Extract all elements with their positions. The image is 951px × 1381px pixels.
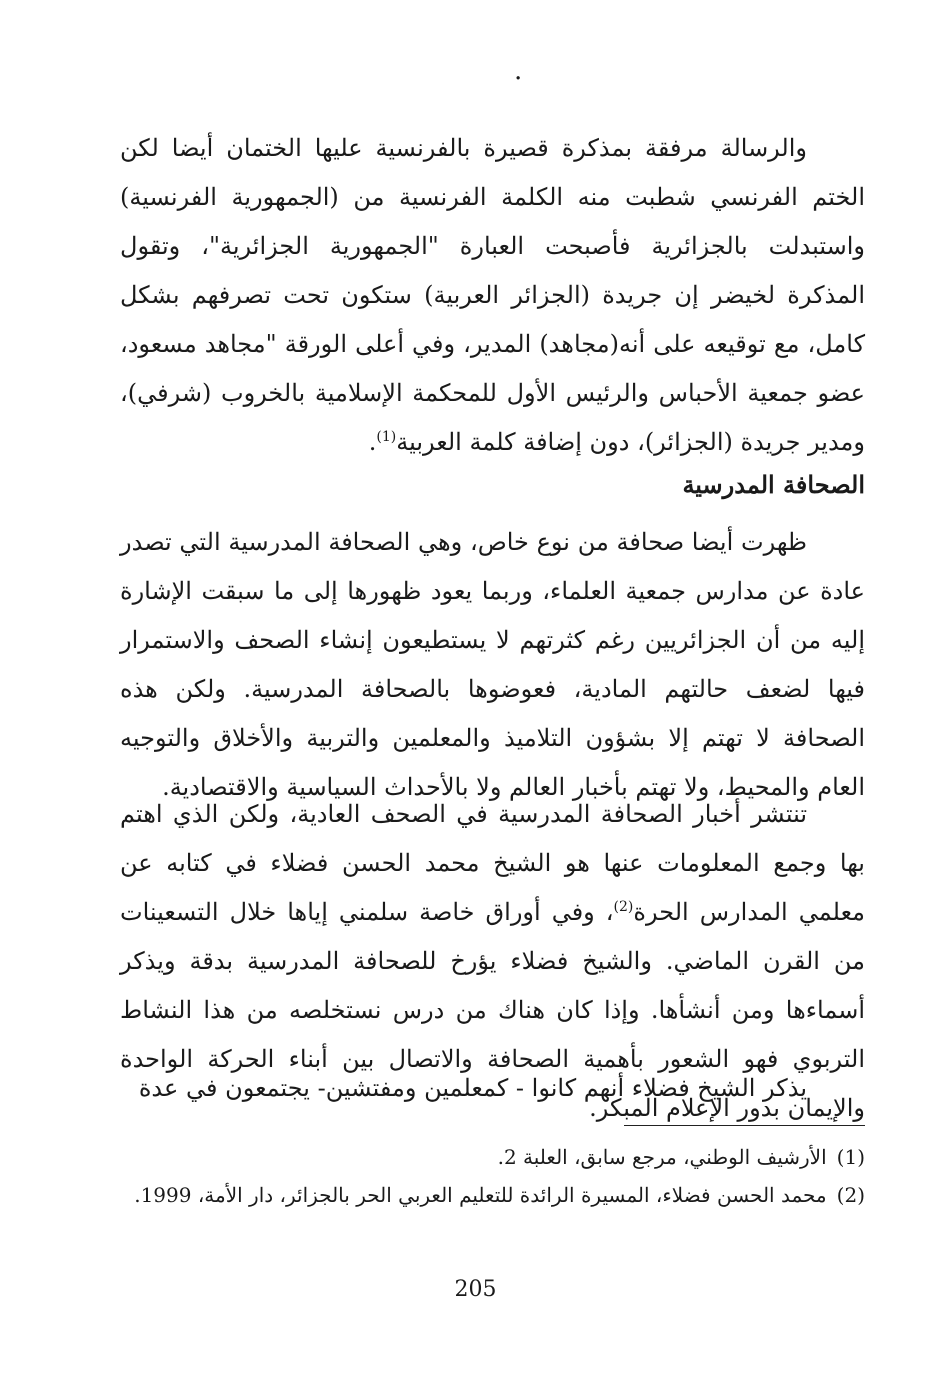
footnote-reference-1: (1) [376,429,397,445]
footnote-divider [624,1125,865,1126]
stray-mark: . [514,56,523,86]
paragraph-sheikh-fudala: يذكر الشيخ فضلاء أنهم كانوا - كمعلمين ومفتشين- يجتمعون في عدة [138,1074,807,1102]
paragraph-text: والرسالة مرفقة بمذكرة قصيرة بالفرنسية عليها الختمان أيضا لكن الختم الفرنسي شطبت منه الكلمة الفرنسية من (الجمهورية الفرنسية) واستبدلت بالجزائرية فأصبحت العبارة "الجمهورية الجزائرية"، وتقول المذكرة لخيضر إن جريدة (الجزائر العربية) ستكون تحت تصرفهم بشكل كامل، مع توقيعه على أنه(مجاهد) المدير، وفي أعلى الورقة "مجاهد مسعود، عضو جمعية الأحباس والرئيس الأول للمحكمة الإسلامية بالخروب (شرفي)، ومدير جريدة (الجزائر)، دون إضافة كلمة العربية [120,134,865,456]
footnote-1 [120,1138,865,1176]
page-number: 205 [454,1277,497,1302]
footnote-text: الأرشيف الوطني، مرجع سابق، العلبة 2. [497,1145,827,1169]
paragraph-school-press: ظهرت أيضا صحافة من نوع خاص، وهي الصحافة المدرسية التي تصدر عادة عن مدارس جمعية العلماء، وربما يعود ظهورها إلى ما سبقت الإشارة إليه من أن الجزائريين رغم كثرتهم لا يستطيعون إنشاء الصحف والاستمرار فيها لضعف حالتهم المادية، فعوضوها بالصحافة المدرسية. ولكن هذه الصحافة لا تهتم إلا بشؤون التلاميذ والمعلمين والتربية والأخلاق والتوجيه العام والمحيط، ولا تهتم بأخبار العالم ولا بالأحداث السياسية والاقتصادية. [120,528,865,801]
footnote-number: (2) [836,1183,865,1207]
paragraph-letter-description [120,124,865,467]
section-heading: الصحافة المدرسية [682,470,865,499]
footnote-2 [120,1176,865,1214]
footnote-number: (1) [836,1145,865,1169]
footnote-reference-2: (2) [613,899,634,915]
footnote-text: محمد الحسن فضلاء، المسيرة الرائدة للتعليم العربي الحر بالجزائر، دار الأمة، 1999. [134,1183,827,1207]
paragraph-text: تنتشر أخبار الصحافة المدرسية في الصحف العادية، ولكن الذي اهتم بها وجمع المعلومات عنها هو الشيخ محمد الحسن فضلاء في كتابه عن معلمي المدارس الحرة [120,800,865,926]
footnotes [120,1138,865,1214]
paragraph-end: . [368,428,377,456]
paragraph-text-continued: ، وفي أوراق خاصة سلمني إياها خلال التسعينات من القرن الماضي. والشيخ فضلاء يؤرخ للصحافة المدرسية بدقة ويذكر أسماءها ومن أنشأها. وإذا كان هناك من درس نستخلصه من هذا النشاط التربوي فهو الشعور بأهمية الصحافة والاتصال بين أبناء الحركة الواحدة والإيمان بدور الإعلام المبكر. [120,898,865,1122]
